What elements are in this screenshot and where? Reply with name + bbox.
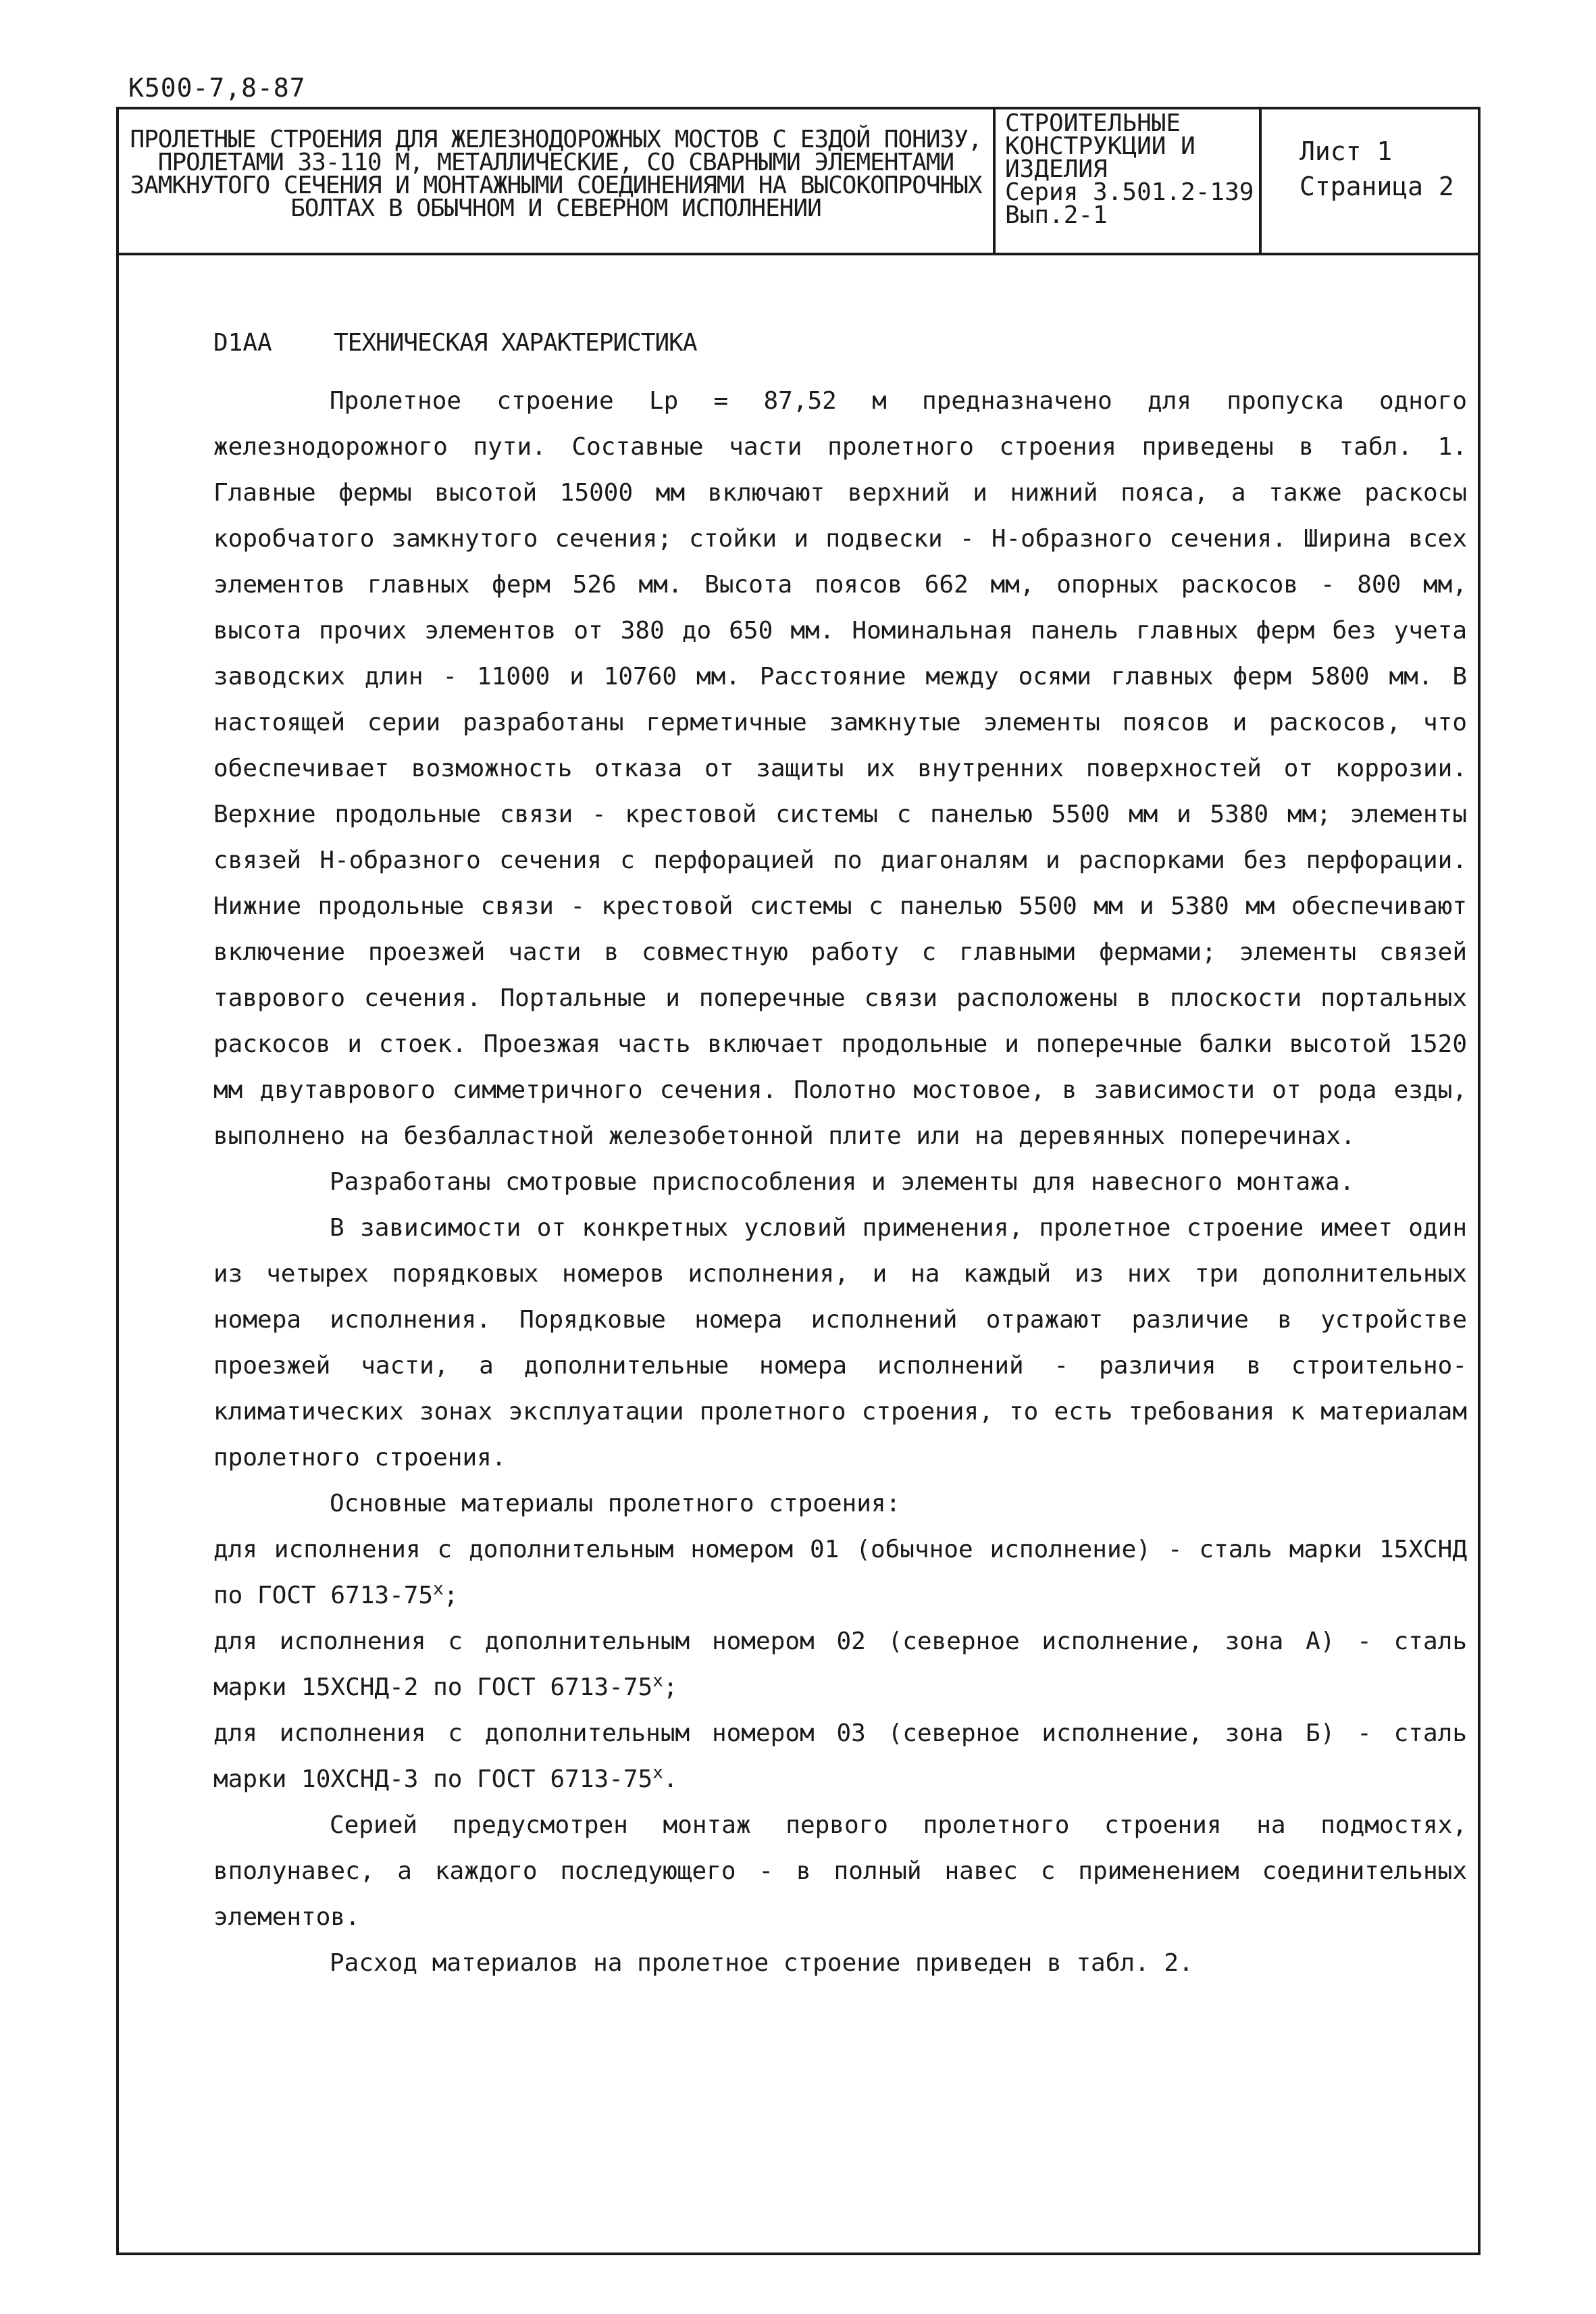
paragraph: Расход материалов на пролетное строение приведен в табл. 2. <box>330 1949 1193 1977</box>
material-text: для исполнения с дополнительным номером 02 (северное исполнение, зона А) - сталь марки 15ХСНД-2 по ГОСТ 6713-75 <box>213 1628 1467 1701</box>
paragraph: В зависимости от конкретных условий применения, пролетное строение имеет один из четырех порядковых номеров исполнения, и на каждый из них три дополнительных номера исполнения. Порядковые номера исполнений отражают различие в устройстве проезжей части, а дополнительные номера исполнений - различия в строительно-климатических зонах эксплуатации пролетного строения, то есть требования к материалам пролетного строения. <box>213 1214 1467 1472</box>
material-item <box>213 1527 1467 1619</box>
title-line: ПРОЛЕТНЫЕ СТРОЕНИЯ ДЛЯ ЖЕЛЕЗНОДОРОЖНЫХ МОСТОВ С ЕЗДОЙ ПОНИЗУ, <box>130 126 982 153</box>
series-block <box>996 109 1262 253</box>
material-text: для исполнения с дополнительным номером 03 (северное исполнение, зона Б) - сталь марки 10ХСНД-3 по ГОСТ 6713-75 <box>213 1719 1467 1793</box>
paragraph: Основные материалы пролетного строения: <box>330 1490 901 1517</box>
material-end: . <box>663 1765 678 1793</box>
material-sup: х <box>433 1579 444 1599</box>
page-frame <box>116 107 1481 2255</box>
document-title <box>119 109 996 253</box>
title-line: ЗАМКНУТОГО СЕЧЕНИЯ И МОНТАЖНЫМИ СОЕДИНЕНИЯМИ НА ВЫСОКОПРОЧНЫХ <box>130 172 982 199</box>
sheet-block <box>1262 109 1478 253</box>
document-body <box>213 320 1467 1986</box>
title-block <box>119 109 1478 255</box>
series-line: ИЗДЕЛИЯ <box>1005 155 1108 183</box>
series-line: СТРОИТЕЛЬНЫЕ <box>1005 109 1181 137</box>
sheet-number: Лист 1 <box>1299 136 1393 166</box>
material-item <box>213 1619 1467 1711</box>
material-end: ; <box>663 1674 678 1701</box>
page-number: Страница 2 <box>1299 172 1454 201</box>
section-title: ТЕХНИЧЕСКАЯ ХАРАКТЕРИСТИКА <box>334 329 697 357</box>
paragraph: Серией предусмотрен монтаж первого пролетного строения на подмостях, вполунавес, а каждого последующего - в полный навес с применением соединительных элементов. <box>213 1811 1467 1931</box>
material-sup: х <box>652 1763 663 1783</box>
document-code: К500-7,8-87 <box>128 73 306 103</box>
section-heading <box>213 320 1467 368</box>
series-line: КОНСТРУКЦИИ И <box>1005 132 1195 160</box>
title-line: БОЛТАХ В ОБЫЧНОМ И СЕВЕРНОМ ИСПОЛНЕНИИ <box>290 195 821 222</box>
section-code: D1АА <box>213 329 272 357</box>
paragraph: Пролетное строение Lр = 87,52 м предназначено для пропуска одного железнодорожного пути. Составные части пролетного строения приведены в табл. 1. Главные фермы высотой 15000 мм включают верхний и нижний пояса, а также раскосы коробчатого замкнутого сечения; стойки и подвески - Н-образного сечения. Ширина всех элементов главных ферм 526 мм. Высота поясов 662 мм, опорных раскосов - 800 мм, высота прочих элементов от 380 до 650 мм. Номинальная панель главных ферм без учета заводских длин - 11000 и 10760 мм. Расстояние между осями главных ферм 5800 мм. В настоящей серии разработаны герметичные замкнутые элементы поясов и раскосов, что обеспечивает возможность отказа от защиты их внутренних поверхностей от коррозии. Верхние продольные связи - крестовой системы с панелью 5500 мм и 5380 мм; элементы связей Н-образного сечения с перфорацией по диагоналям и распорками без перфорации. Нижние продольные связи - крестовой системы с панелью 5500 мм и 5380 мм обеспечивают включение проезжей части в совместную работу с главными фермами; элементы связей таврового сечения. Портальные и поперечные связи расположены в плоскости портальных раскосов и стоек. Проезжая часть включает продольные и поперечные балки высотой 1520 мм двутаврового симметричного сечения. Полотно мостовое, в зависимости от рода езды, выполнено на безбалластной железобетонной плите или на деревянных поперечинах. <box>213 387 1467 1150</box>
material-sup: х <box>652 1671 663 1691</box>
material-text: для исполнения с дополнительным номером 01 (обычное исполнение) - сталь марки 15ХСНД по ГОСТ 6713-75 <box>213 1536 1467 1609</box>
series-line: Вып.2-1 <box>1005 201 1108 229</box>
paragraph: Разработаны смотровые приспособления и элементы для навесного монтажа. <box>330 1168 1355 1196</box>
material-item <box>213 1711 1467 1803</box>
title-line: ПРОЛЕТАМИ 33-110 М, МЕТАЛЛИЧЕСКИЕ, СО СВАРНЫМИ ЭЛЕМЕНТАМИ <box>157 149 954 176</box>
material-end: ; <box>443 1582 459 1609</box>
series-line: Серия 3.501.2-139 <box>1005 178 1254 206</box>
